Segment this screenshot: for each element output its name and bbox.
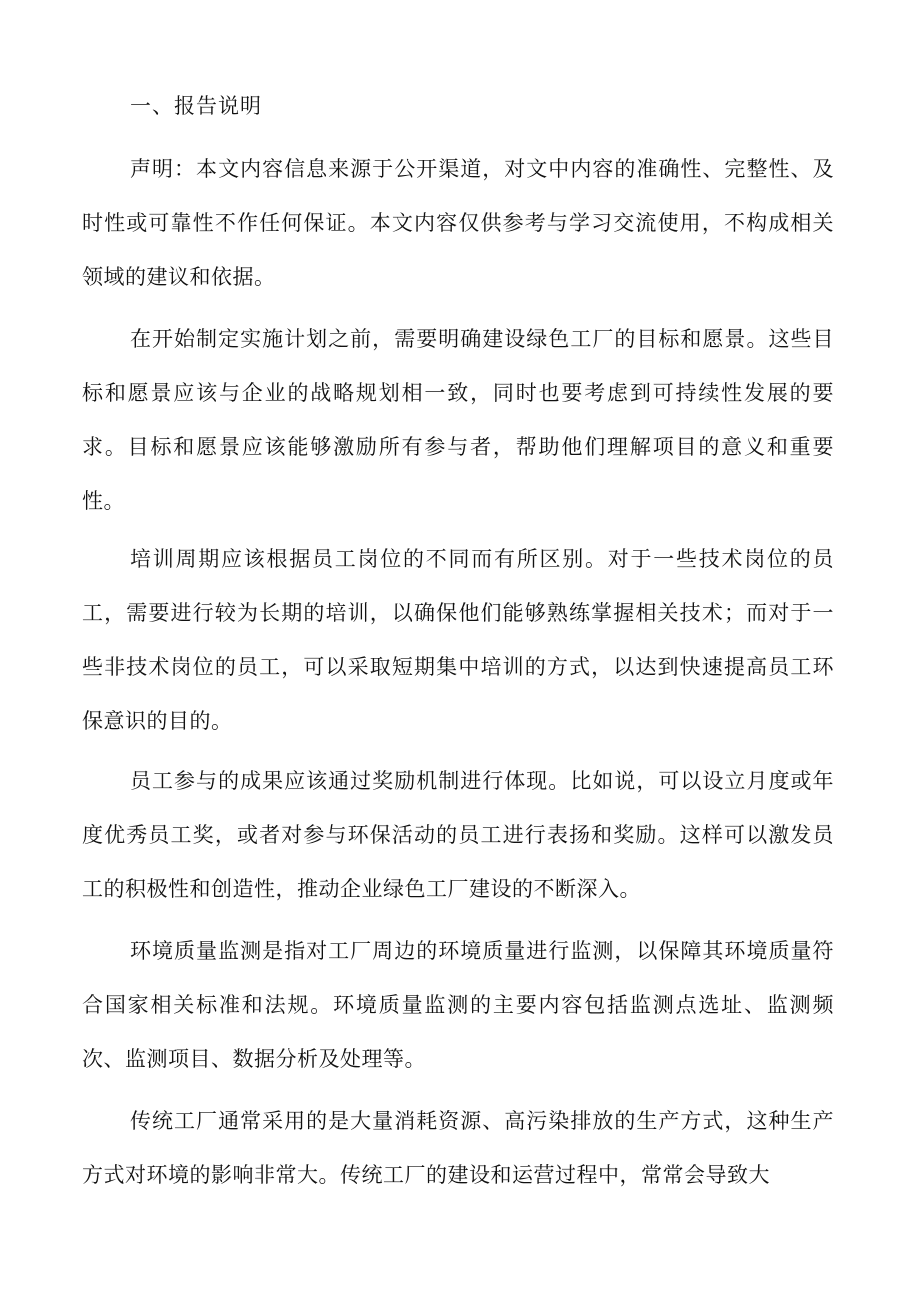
paragraph-training-cycle: 培训周期应该根据员工岗位的不同而有所区别。对于一些技术岗位的员工，需要进行较为长期的培训，以确保他们能够熟练掌握相关技术；而对于一些非技术岗位的员工，可以采取短期集中培训的方式，以达到快速提高员工环保意识的目的。 [82,547,834,733]
paragraph-employee-rewards: 员工参与的成果应该通过奖励机制进行体现。比如说，可以设立月度或年度优秀员工奖，或者对参与环保活动的员工进行表扬和奖励。这样可以激发员工的积极性和创造性，推动企业绿色工厂建设的不断深入。 [82,769,834,901]
paragraph-environment-monitoring: 环境质量监测是指对工厂周边的环境质量进行监测，以保障其环境质量符合国家相关标准和法规。环境质量监测的主要内容包括监测点选址、监测频次、监测项目、数据分析及处理等。 [82,939,834,1071]
paragraph-disclaimer: 声明：本文内容信息来源于公开渠道，对文中内容的准确性、完整性、及时性或可靠性不作任何保证。本文内容仅供参考与学习交流使用，不构成相关领域的建议和依据。 [82,157,834,289]
paragraph-goals-vision: 在开始制定实施计划之前，需要明确建设绿色工厂的目标和愿景。这些目标和愿景应该与企业的战略规划相一致，同时也要考虑到可持续性发展的要求。目标和愿景应该能够激励所有参与者，帮助他们理解项目的意义和重要性。 [82,327,834,513]
paragraph-traditional-factory: 传统工厂通常采用的是大量消耗资源、高污染排放的生产方式，这种生产方式对环境的影响非常大。传统工厂的建设和运营过程中，常常会导致大 [82,1109,834,1187]
section-heading: 一、报告说明 [130,94,262,118]
